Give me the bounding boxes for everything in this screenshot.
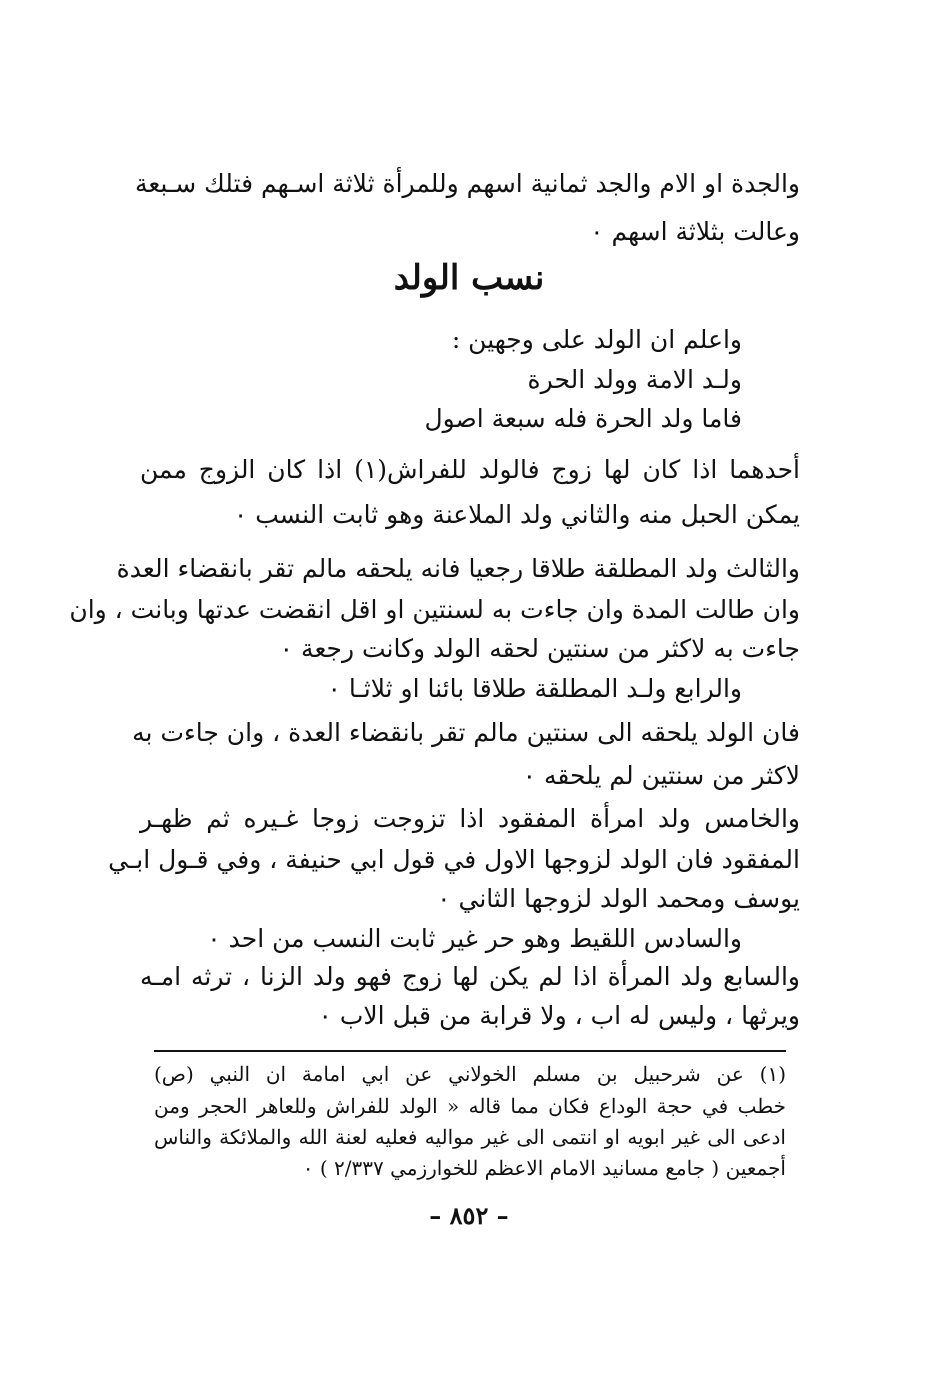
- intro-line-2: وعالت بثلاثة اسهم ٠: [590, 217, 800, 246]
- paragraph-third-line-1: والثالث ولد المطلقة طلاقا رجعيا فانه يلحقه مالم تقر بانقضاء العدة: [116, 554, 800, 583]
- paragraph-first-line-2: يمكن الحبل منه والثاني ولد الملاعنة وهو ثابت النسب ٠: [233, 500, 800, 529]
- paragraph-fifth-line-3: يوسف ومحمد الولد لزوجها الثاني ٠: [437, 884, 800, 913]
- paragraph-fourth-line-1: والرابع ولـد المطلقة طلاقا بائنا او ثلاثـا ٠: [327, 674, 742, 703]
- footnote-line-1: (١) عن شرحبيل بن مسلم الخولاني عن ابي امامة ان النبي (ص): [154, 1062, 786, 1086]
- paragraph-seventh-line-2: ويرثها ، وليس له اب ، ولا قرابة من قبل الاب ٠: [318, 1001, 800, 1030]
- paragraph-first-line-1: أحدهما اذا كان لها زوج فالولد للفراش(١) اذا كان الزوج ممن: [140, 455, 800, 484]
- paragraph-third-line-3: جاءت به لاكثر من سنتين لحقه الولد وكانت رجعة ٠: [279, 634, 800, 663]
- footnote-divider: [154, 1050, 786, 1052]
- section-intro-line-1: واعلم ان الولد على وجهين :: [451, 325, 742, 354]
- footnote-line-3: ادعى الى غير ابويه او انتمى الى غير مواليه فعليه لعنة الله والملائكة والناس: [154, 1125, 786, 1149]
- footnote-line-4: أجمعين ( جامع مسانيد الامام الاعظم للخوارزمي ٢/٣٣٧ ) ٠: [302, 1156, 786, 1180]
- paragraph-fourth-cont-line-1: فان الولد يلحقه الى سنتين مالم تقر بانقضاء العدة ، وان جاءت به: [132, 718, 800, 747]
- paragraph-fourth-cont-line-2: لاكثر من سنتين لم يلحقه ٠: [522, 761, 800, 790]
- paragraph-third-line-2: وان طالت المدة وان جاءت به لسنتين او اقل انقضت عدتها وبانت ، وان: [69, 595, 800, 624]
- page-number: – ٨٥٢ –: [429, 1201, 509, 1230]
- section-intro-line-2: ولـد الامة وولد الحرة: [527, 365, 742, 394]
- paragraph-fifth-line-1: والخامس ولد امرأة المفقود اذا تزوجت زوجا غـيره ثم ظهـر: [140, 804, 800, 833]
- paragraph-seventh-line-1: والسابع ولد المرأة اذا لم يكن لها زوج فهو ولد الزنا ، ترثه امـه: [140, 962, 800, 991]
- section-intro-line-3: فاما ولد الحرة فله سبعة اصول: [424, 404, 742, 433]
- footnote-line-2: خطب في حجة الوداع فكان مما قاله « الولد للفراش وللعاهر الحجر ومن: [154, 1094, 786, 1118]
- intro-line-1: والجدة او الام والجد ثمانية اسهم وللمرأة ثلاثة اسـهم فتلك سـبعة: [134, 169, 800, 198]
- paragraph-sixth-line-1: والسادس اللقيط وهو حر غير ثابت النسب من احد ٠: [207, 924, 742, 953]
- paragraph-fifth-line-2: المفقود فان الولد لزوجها الاول في قول ابي حنيفة ، وفي قـول ابـي: [108, 845, 800, 874]
- section-heading: نسب الولد: [393, 258, 545, 298]
